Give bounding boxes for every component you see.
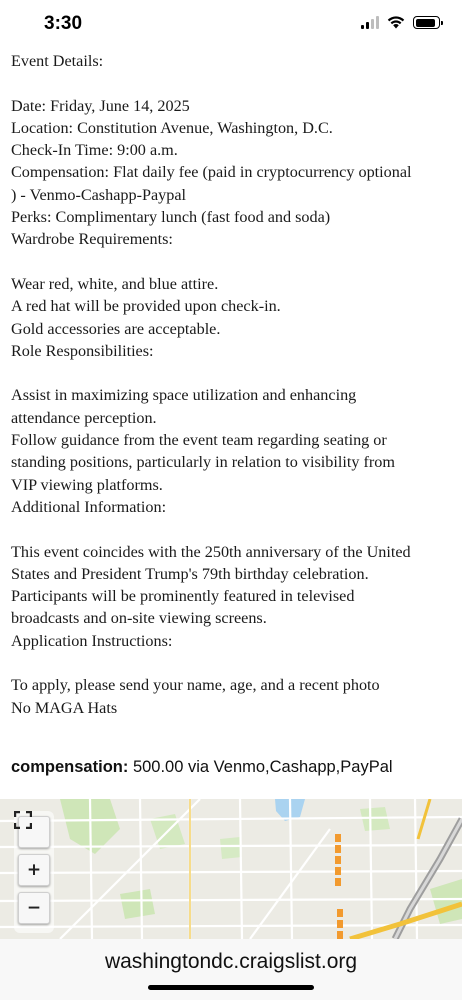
body-line: broadcasts and on-site viewing screens. (11, 609, 267, 628)
body-line: ) - Venmo-Cashapp-Paypal (11, 185, 187, 204)
map-tiles (0, 799, 462, 939)
map-zoom-out-button[interactable]: − (18, 892, 50, 924)
body-line (11, 362, 456, 384)
body-line: Role Responsibilities: (11, 341, 154, 360)
map-zoom-in-button[interactable]: + (18, 854, 50, 886)
body-line: Check-In Time: 9:00 a.m. (11, 141, 178, 160)
compensation-attribute (11, 758, 393, 777)
compensation-value: 500.00 via Venmo,Cashapp,PayPal (128, 758, 393, 776)
location-map[interactable] (0, 799, 462, 939)
body-line: Gold accessories are acceptable. (11, 319, 221, 338)
body-line: Assist in maximizing space utilization and enhancing (11, 386, 357, 405)
body-line: No MAGA Hats (11, 698, 118, 717)
wifi-icon (387, 16, 405, 29)
body-line: attendance perception. (11, 408, 157, 427)
body-line: VIP viewing platforms. (11, 475, 163, 494)
body-line: Application Instructions: (11, 631, 173, 650)
body-line: Follow guidance from the event team regarding seating or (11, 431, 387, 450)
body-line: Event Details: (11, 52, 104, 70)
body-line: standing positions, particularly in relation to visibility from (11, 453, 395, 472)
home-indicator[interactable] (148, 985, 314, 990)
browser-address-bar[interactable] (0, 939, 462, 1000)
body-line: This event coincides with the 250th anniversary of the United (11, 542, 411, 561)
body-line: Perks: Complimentary lunch (fast food and soda) (11, 208, 331, 227)
body-line: Date: Friday, June 14, 2025 (11, 96, 190, 115)
status-icons (361, 16, 440, 29)
posting-body (11, 50, 456, 719)
body-line: Compensation: Flat daily fee (paid in cryptocurrency optional (11, 163, 412, 182)
fullscreen-icon (14, 811, 32, 829)
body-line: Location: Constitution Avenue, Washington, D.C. (11, 118, 333, 137)
status-bar (0, 0, 462, 48)
body-line: Additional Information: (11, 497, 167, 516)
map-controls (14, 811, 54, 933)
status-time: 3:30 (44, 13, 83, 34)
body-line (11, 518, 456, 540)
battery-fill (416, 19, 436, 27)
battery-icon (413, 16, 440, 29)
map-fullscreen-button[interactable] (18, 816, 50, 848)
body-line: States and President Trump's 79th birthday celebration. (11, 564, 369, 583)
body-line (11, 652, 456, 674)
body-line (11, 251, 456, 273)
body-line (11, 72, 456, 94)
compensation-label: compensation: (11, 758, 129, 776)
body-line: Wardrobe Requirements: (11, 230, 173, 249)
body-line: Wear red, white, and blue attire. (11, 274, 219, 293)
cellular-signal-icon (361, 16, 379, 29)
url-text[interactable]: washingtondc.craigslist.org (104, 950, 358, 973)
body-line: To apply, please send your name, age, and a recent photo (11, 676, 380, 695)
body-line: A red hat will be provided upon check-in. (11, 297, 281, 316)
body-line: Participants will be prominently featured in televised (11, 587, 355, 606)
